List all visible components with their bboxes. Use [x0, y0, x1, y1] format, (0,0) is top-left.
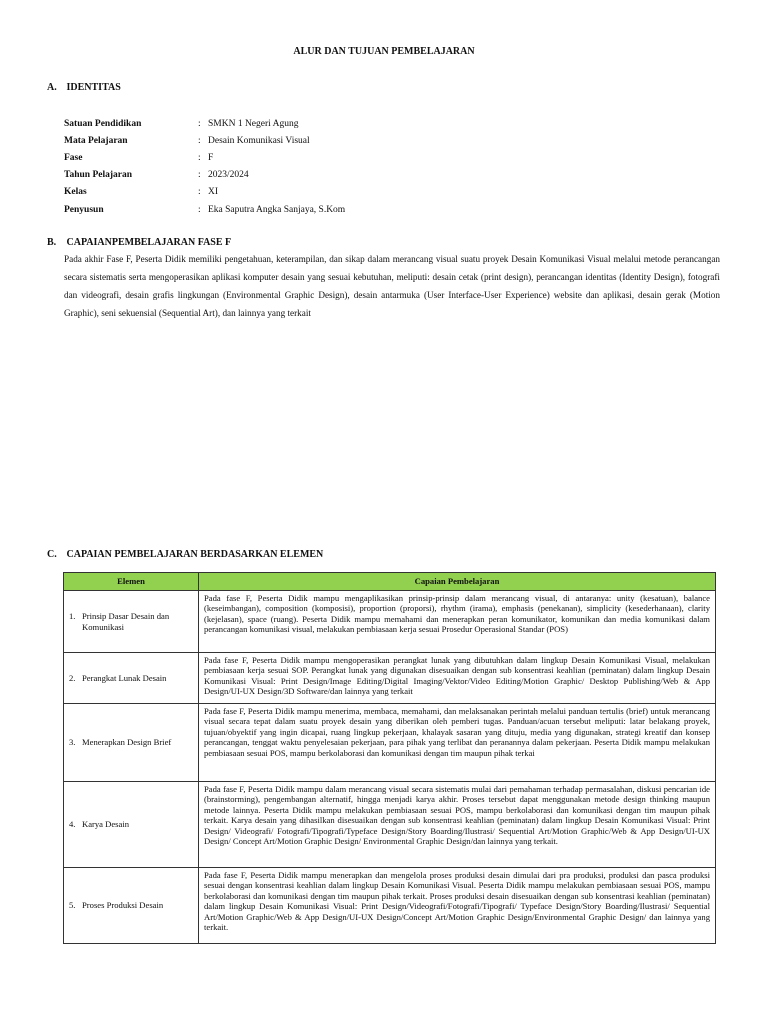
identity-row: [64, 115, 345, 132]
elemen-table: [63, 572, 716, 944]
section-a-title: IDENTITAS: [66, 82, 121, 93]
table-row: [64, 704, 716, 782]
identity-value: Eka Saputra Angka Sanjaya, S.Kom: [208, 204, 346, 215]
identity-label: Satuan Pendidikan: [64, 118, 142, 129]
elemen-cell: [64, 868, 199, 944]
section-b-heading: [47, 237, 231, 248]
capaian-cell: Pada fase F, Peserta Didik mampu dalam merancang visual secara sistematis mulai dari pemahaman terhadap permasalahan, diskusi pencarian ide (brainstorming), pengembangan alternatif, hingga menjadi karya akhir. Proses tersebut dapat menggunakan metode design thinking maupun metode lainnya. Peserta Didik mampu melakukan pembiasaan sesuai POS, mampu berkolaborasi dan komunikasi dengan tim maupun pihak terkait. Karya desain yang dihasilkan disesuaikan dengan sub konsentrasi keahlian (peminatan) dalam lingkup Desain Komunikasi Visual: Print Design/ Videografi/ Fotografi/Tipografi/Typeface Design/Story Boarding/Ilustrasi/ Sequential Art/Motion Graphic/Web & App Design/UI-UX Design/ Concept Art/Motion Graphic Design/ Environmental Graphic Design/dan lainnya yang terkait.: [199, 782, 716, 868]
identity-row: [64, 201, 345, 218]
identity-value: 2023/2024: [208, 170, 249, 181]
elemen-cell: [64, 782, 199, 868]
table-header-row: [64, 573, 716, 591]
identity-colon: :: [198, 118, 201, 129]
elemen-label: Menerapkan Design Brief: [82, 737, 172, 748]
section-a-heading: [47, 82, 121, 93]
identity-label: Fase: [64, 152, 83, 163]
identity-value: SMKN 1 Negeri Agung: [208, 118, 299, 129]
identity-colon: :: [198, 170, 201, 181]
capaian-cell: Pada fase F, Peserta Didik mampu menerapkan dan mengelola proses produksi desain dimulai dari pra produksi, produksi dan pasca produksi sesuai dengan konsentrasi keahlian dalam lingkup Desain Komunikasi Visual. Peserta Didik mampu melakukan pembiasaan sesuai POS, mampu berkolaborasi dan komunikasi dengan tim maupun pihak terkait. Proses produksi desain disesuaikan dengan sub konsentrasi keahlian (peminatan) dalam lingkup Desain Komunikasi Visual: Print Design/Videografi/Fotografi/Tipografi/ Typeface Design/Story Boarding/Ilustrasi/ Sequential Art/Motion Graphic/Web & App Design/UI-UX Design/Concept Art/Motion Graphic Design/Environmental Graphic Design/ dan lainnya yang terkait.: [199, 868, 716, 944]
elemen-label: Prinsip Dasar Desain dan Komunikasi: [82, 611, 170, 632]
elemen-number: 4.: [69, 819, 76, 830]
identity-colon: :: [198, 152, 201, 163]
elemen-cell: [64, 591, 199, 653]
capaian-cell: Pada fase F, Peserta Didik mampu mengoperasikan perangkat lunak yang dibutuhkan dalam lingkup Desain Komunikasi Visual, melakukan pembiasaan kerja sesuai SOP. Perangkat lunak yang digunakan disesuaikan dengan sub konsentrasi keahlian (peminatan) dalam lingkup Desain Komunikasi Visual: Print Design/Image Editing/Digital Imaging/Vektor/Video Editing/Motion Graphic/ Desktop Publishing/Web & App Design/UI-UX Design/3D Software/dan lainnya yang terkait: [199, 653, 716, 704]
identity-label: Penyusun: [64, 204, 104, 215]
elemen-cell: [64, 653, 199, 704]
elemen-label: Perangkat Lunak Desain: [82, 672, 167, 683]
identity-value: F: [208, 152, 214, 163]
section-c-letter: C.: [47, 549, 57, 560]
table-row: [64, 868, 716, 944]
identity-colon: :: [198, 135, 201, 146]
section-b-letter: B.: [47, 237, 57, 248]
capaian-paragraph: Pada akhir Fase F, Peserta Didik memiliki pengetahuan, keterampilan, dan sikap dalam merancang visual suatu proyek Desain Komunikasi Visual melalui metode perancangan secara sistematis serta mengoperasikan aplikasi komputer desain yang sesuai kebutuhan, meliputi: desain cetak (print design), perancangan identitas (Identity Design), fotografi dan videografi, desain grafis lingkungan (Environmental Graphic Design), desain antarmuka (User Interface-User Experience) website dan aplikasi, desain gerak (Motion Graphic), seni sekuensial (Sequential Art), dan lainnya yang terkait: [64, 254, 720, 318]
column-header-elemen: Elemen: [64, 573, 199, 591]
identity-label: Kelas: [64, 187, 87, 198]
table-row: [64, 591, 716, 653]
identity-label: Tahun Pelajaran: [64, 170, 133, 181]
page-title: ALUR DAN TUJUAN PEMBELAJARAN: [293, 46, 475, 57]
elemen-number: 3.: [69, 737, 76, 748]
elemen-number: 5.: [69, 900, 76, 911]
section-c-heading: [47, 549, 323, 560]
identity-colon: :: [198, 204, 201, 215]
identity-value: Desain Komunikasi Visual: [208, 135, 310, 146]
capaian-cell: Pada fase F, Peserta Didik mampu menerima, membaca, memahami, dan melaksanakan perintah melalui panduan tertulis (brief) untuk merancang visual secara tepat dalam suatu proyek desain yang diberikan oleh pemberi tugas. Panduan/acuan tersebut meliputi: latar belakang proyek, tujuan/obyektif yang ingin dicapai, ruang lingkup pekerjaan, khalayak sasaran yang dituju, media yang digunakan, strategi kreatif dan konsep perancangan, tenggat waktu penyelesaian pekerjaan, para pihak yang terlibat dan peranannya dalam pekerjaan. Peserta Didik mampu melakukan pembiasaan sesuai POS, mampu berkolaborasi dan komunikasi dengan tim maupun pihak terkai: [199, 704, 716, 782]
identity-value: XI: [208, 187, 219, 198]
elemen-label: Proses Produksi Desain: [82, 900, 164, 911]
identity-row: [64, 149, 345, 166]
section-c-title: CAPAIAN PEMBELAJARAN BERDASARKAN ELEMEN: [66, 549, 324, 560]
identity-row: [64, 132, 345, 149]
column-header-capaian: Capaian Pembelajaran: [199, 573, 716, 591]
table-row: [64, 782, 716, 868]
table-row: [64, 653, 716, 704]
identity-row: [64, 184, 345, 201]
identity-row: [64, 167, 345, 184]
capaian-cell: Pada fase F, Peserta Didik mampu mengaplikasikan prinsip-prinsip dalam merancang visual, di antaranya: unity (kesatuan), balance (keseimbangan), composition (komposisi), proportion (proporsi), rhythm (irama), emphasis (penekanan), simplicity (kesederhanaan), clarity (kejelasan), space (ruang). Peserta Didik mampu memahami dan menerapkan peran komunikator, komunikan dan media komunikasi dalam perancangan komunikasi visual, melakukan pembiasaan kerja sesuai Prosedur Operasional Standar (POS): [199, 591, 716, 653]
section-b-title: CAPAIANPEMBELAJARAN FASE F: [66, 237, 232, 248]
elemen-number: 2.: [69, 672, 76, 683]
identity-colon: :: [198, 187, 201, 198]
elemen-cell: [64, 704, 199, 782]
elemen-number: 1.: [69, 611, 76, 622]
identity-table: [64, 115, 345, 218]
identity-label: Mata Pelajaran: [64, 135, 128, 146]
section-a-letter: A.: [47, 82, 57, 93]
elemen-label: Karya Desain: [82, 819, 130, 830]
